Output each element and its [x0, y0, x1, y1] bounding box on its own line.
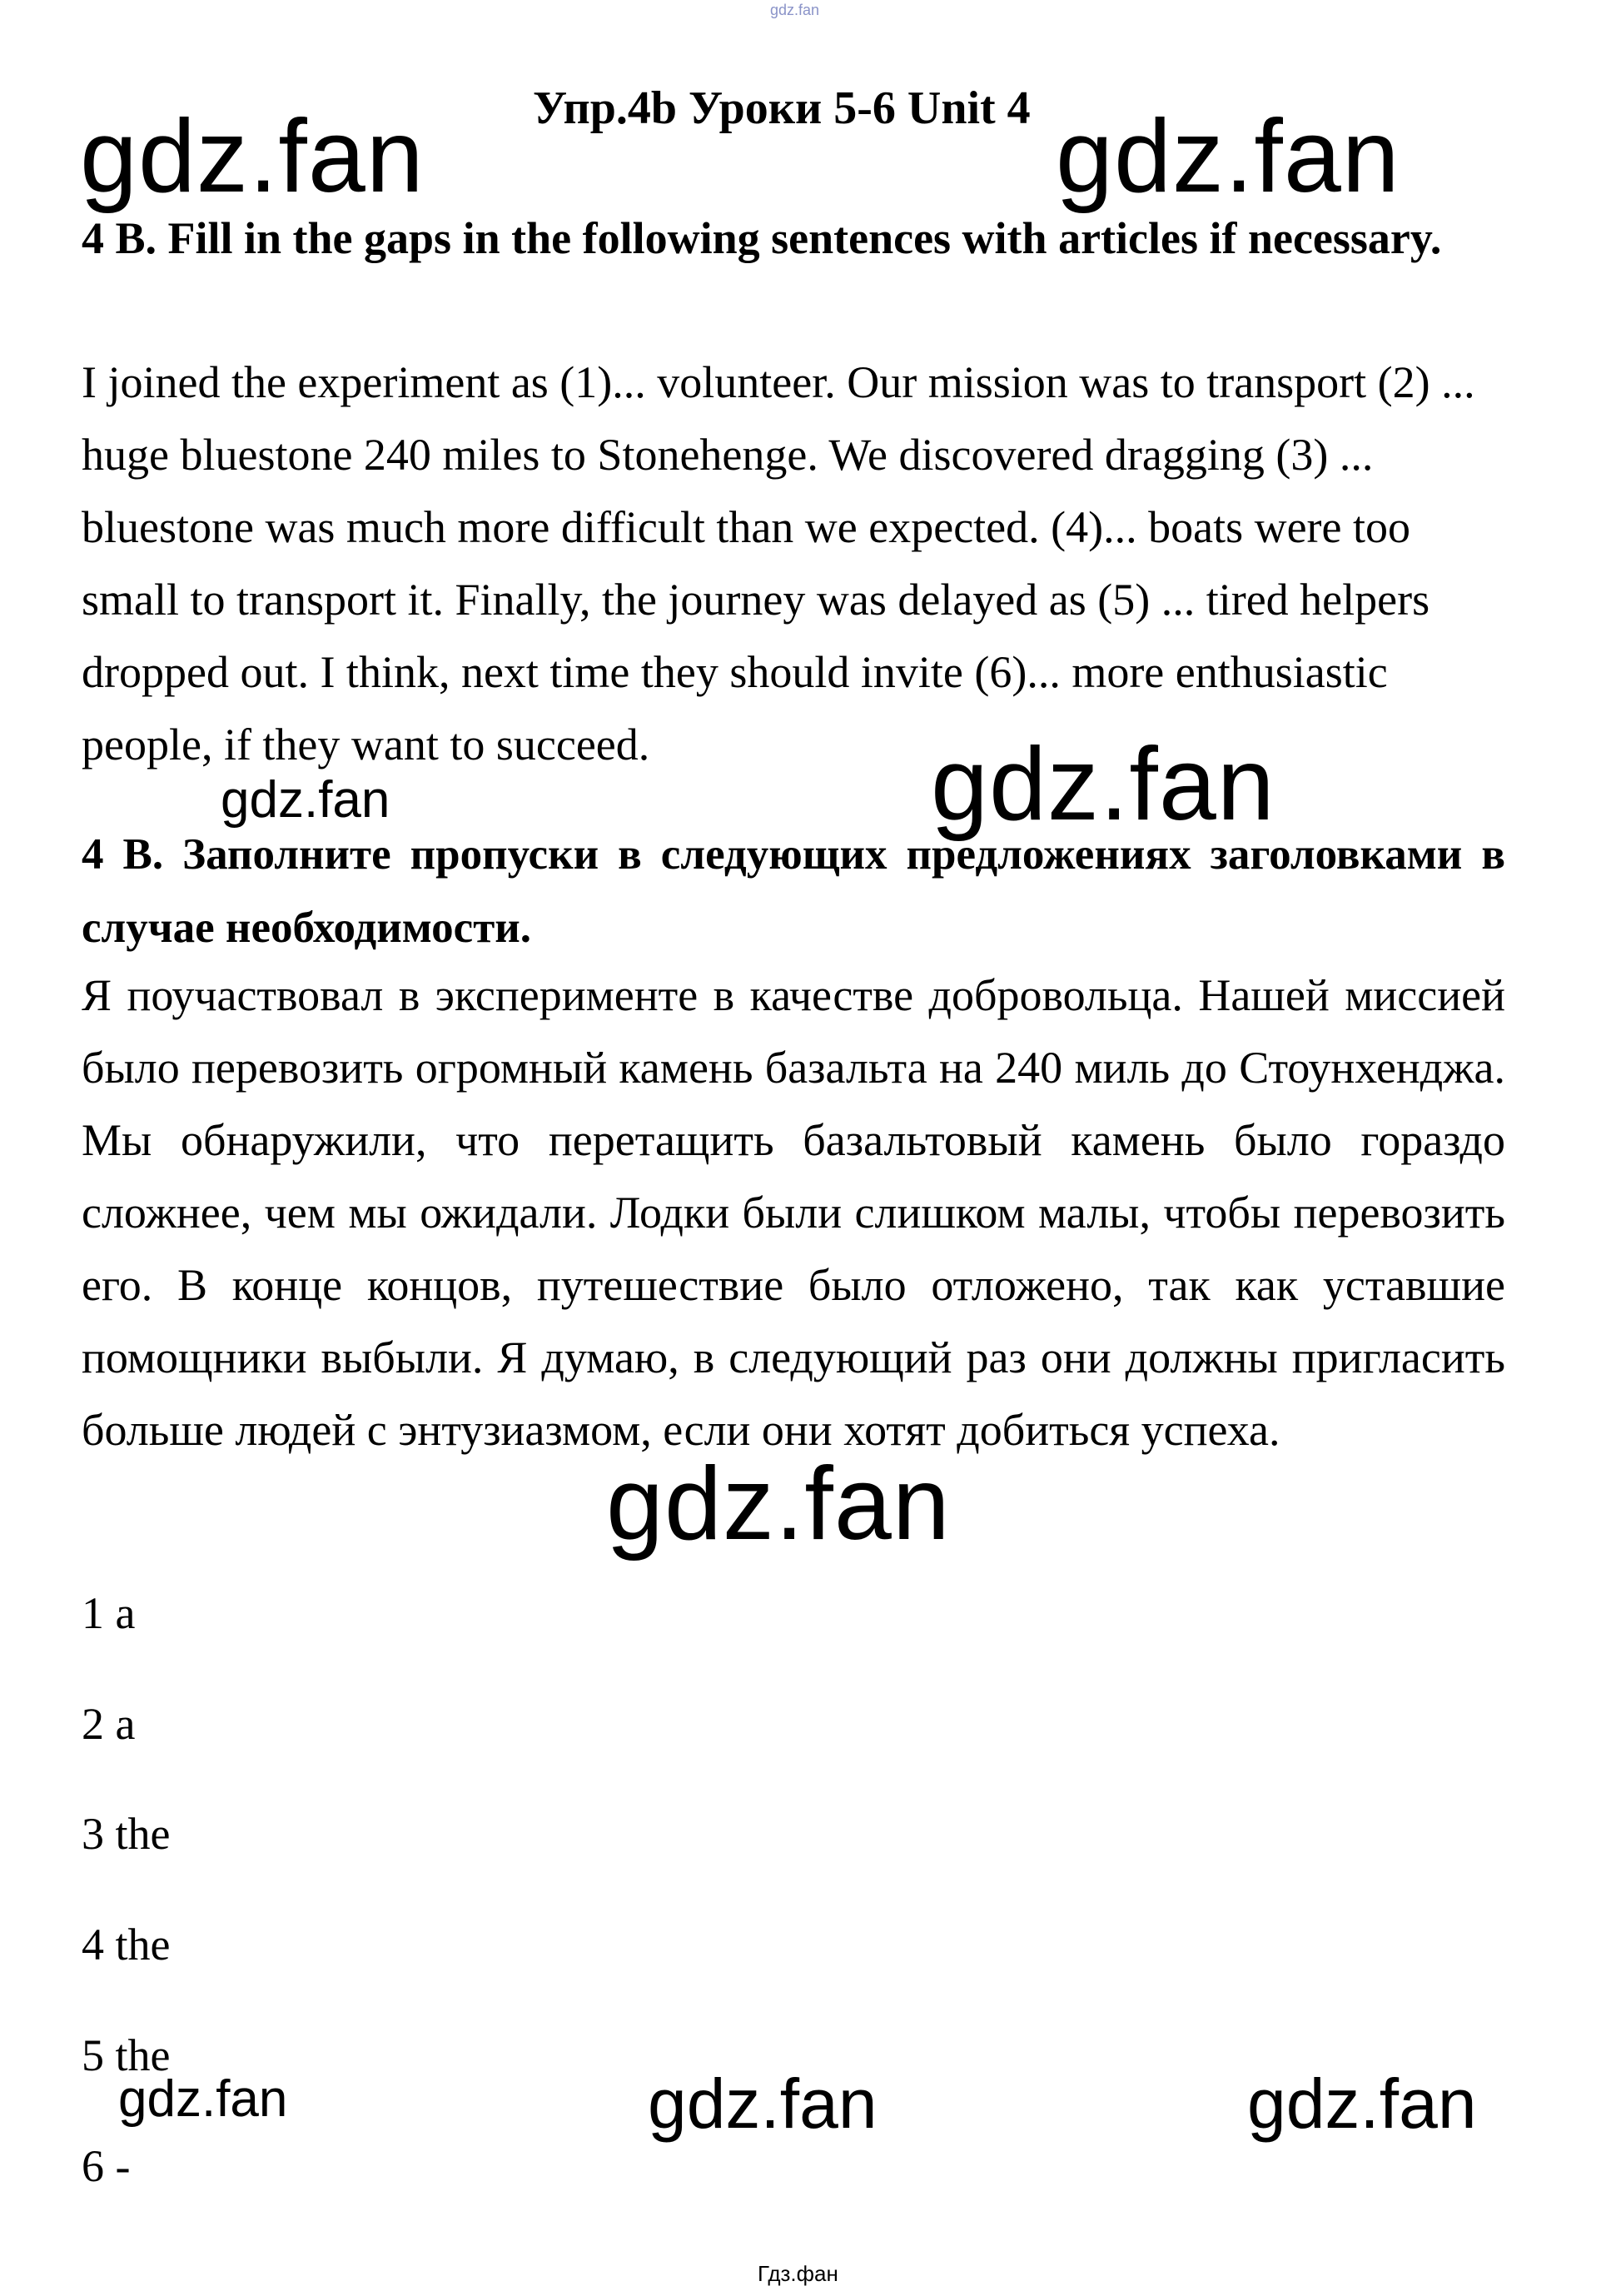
answer-item: 4 the [82, 1920, 171, 1970]
task-text-ru: Я поучаствовал в эксперименте в качестве добровольца. Нашей миссией было перевозить огромный камень базальта на 240 миль до Стоунхенджа. Мы обнаружили, что перетащить базальтовый камень было гораздо сложнее, чем мы ожидали. Лодки были слишком малы, чтобы перевозить его. В конце концов, путешествие было отложено, так как уставшие помощники выбыли. Я думаю, в следующий раз они должны пригласить больше людей с энтузиазмом, если они хотят добиться успеха. [82, 970, 1505, 1455]
task-heading-en: 4 B. Fill in the gaps in the following sentences with articles if necessary. [82, 213, 1442, 263]
watermark: gdz.fan [606, 1447, 951, 1561]
watermark: gdz.fan [118, 2070, 288, 2128]
answer-item: 5 the [82, 2030, 171, 2080]
answer-item: 6 - [82, 2141, 131, 2191]
watermark: gdz.fan [1056, 99, 1400, 214]
answer-item: 3 the [82, 1809, 171, 1859]
watermark: gdz.fan [80, 99, 425, 214]
answer-item: 2 a [82, 1699, 136, 1749]
page-title: Упр.4b Уроки 5-6 Unit 4 [533, 82, 1031, 134]
watermark: gdz.fan [931, 727, 1275, 842]
footer-label: Гдз.фан [758, 2261, 838, 2286]
answer-item: 1 a [82, 1588, 136, 1638]
task-heading-ru: 4 B. Заполните пропуски в следующих предложениях заголовками в случае необходимости. [82, 830, 1505, 952]
watermark: gdz.fan [648, 2064, 878, 2143]
watermark: gdz.fan [1247, 2064, 1477, 2143]
task-text-en: I joined the experiment as (1)... volunteer. Our mission was to transport (2) ... huge bluestone 240 miles to Stonehenge. We discovered dragging (3) ... bluestone was much more difficult than we expected. (4)... boats were too small to transport it. Finally, the journey was delayed as (5) ... tired helpers dropped out. I think, next time they should invite (6)... more enthusiastic people, if they want to succeed. [82, 357, 1475, 769]
watermark: gdz.fan [221, 771, 390, 829]
top-watermark: gdz.fan [770, 2, 820, 18]
